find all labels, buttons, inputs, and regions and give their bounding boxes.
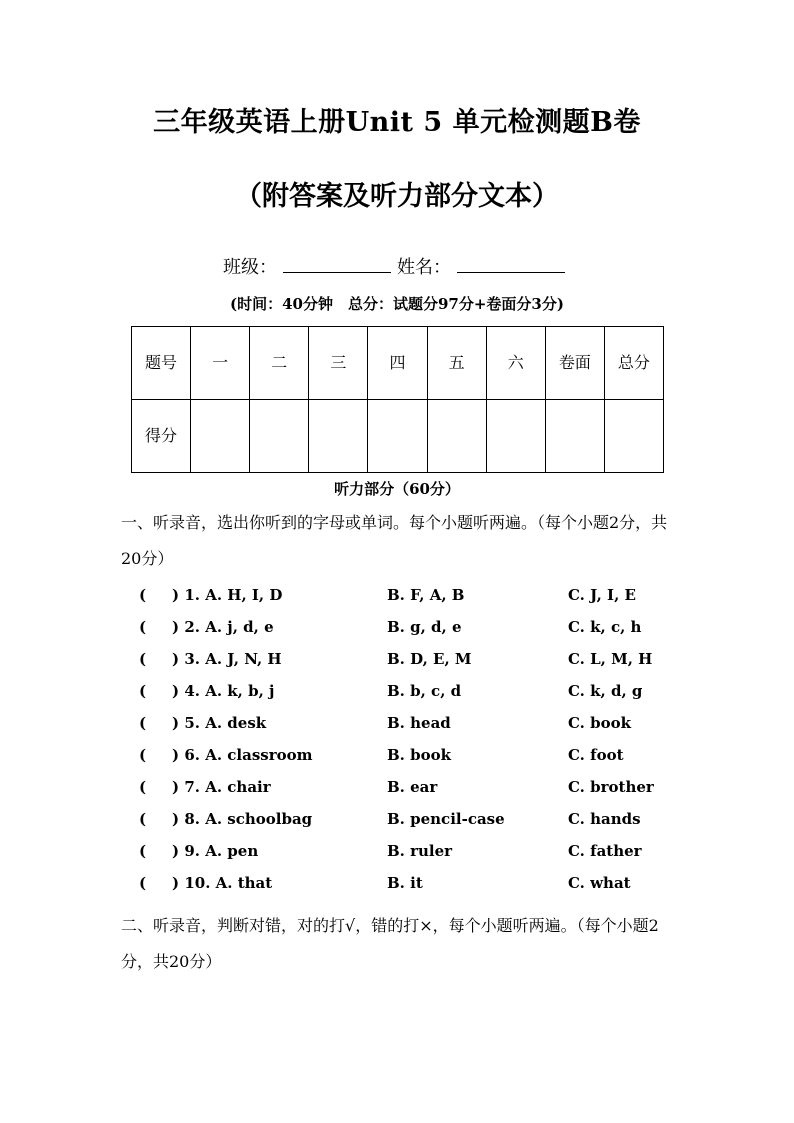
question-row — [0, 586, 794, 618]
score-header-cell: 四 — [368, 327, 427, 400]
option-c: C. what — [568, 874, 631, 892]
option-b: B. ear — [387, 778, 438, 796]
score-row-label: 得分 — [132, 400, 191, 473]
section1-instruction: 一、听录音，选出你听到的字母或单词。每个小题听两遍。（每个小题2分，共20分） — [121, 513, 668, 568]
score-cell[interactable] — [191, 400, 250, 473]
option-b: B. ruler — [387, 842, 453, 860]
student-info-row — [0, 253, 794, 279]
class-label: 班级： — [223, 257, 277, 278]
question-row — [0, 714, 794, 746]
score-cell[interactable] — [604, 400, 663, 473]
score-table-score-row — [132, 400, 664, 473]
answer-paren[interactable]: ( — [139, 714, 147, 732]
score-cell[interactable] — [486, 400, 545, 473]
name-label: 姓名： — [397, 257, 451, 278]
option-b: B. D, E, M — [387, 650, 472, 668]
score-cell[interactable] — [427, 400, 486, 473]
option-b: B. it — [387, 874, 423, 892]
score-header-cell: 总分 — [604, 327, 663, 400]
option-b: B. F, A, B — [387, 586, 465, 604]
option-a: ) 7. A. chair — [172, 778, 271, 796]
answer-paren[interactable]: ( — [139, 618, 147, 636]
score-header-cell: 一 — [191, 327, 250, 400]
option-c: C. k, c, h — [568, 618, 642, 636]
option-c: C. J, I, E — [568, 586, 636, 604]
question-row — [0, 810, 794, 842]
question-row — [0, 682, 794, 714]
option-b: B. pencil-case — [387, 810, 505, 828]
answer-paren[interactable]: ( — [139, 842, 147, 860]
question-row — [0, 778, 794, 810]
option-a: ) 2. A. j, d, e — [172, 618, 274, 636]
option-a: ) 6. A. classroom — [172, 746, 313, 764]
question-row — [0, 650, 794, 682]
score-header-cell: 五 — [427, 327, 486, 400]
score-cell[interactable] — [250, 400, 309, 473]
score-table — [131, 326, 664, 473]
question-row — [0, 874, 794, 906]
option-a: ) 8. A. schoolbag — [172, 810, 313, 828]
option-b: B. head — [387, 714, 451, 732]
score-header-cell: 六 — [486, 327, 545, 400]
option-c: C. book — [568, 714, 632, 732]
answer-paren[interactable]: ( — [139, 810, 147, 828]
score-header-cell: 三 — [309, 327, 368, 400]
time-info: (时间：40分钟 总分：试题分97分+卷面分3分) — [230, 295, 564, 313]
answer-paren[interactable]: ( — [139, 586, 147, 604]
option-a: ) 9. A. pen — [172, 842, 259, 860]
option-a: ) 5. A. desk — [172, 714, 267, 732]
class-blank[interactable] — [283, 254, 391, 273]
question-row — [0, 842, 794, 874]
score-table-header-row — [132, 327, 664, 400]
answer-paren[interactable]: ( — [139, 682, 147, 700]
listening-section-header: 听力部分（60分） — [334, 480, 460, 498]
answer-paren[interactable]: ( — [139, 778, 147, 796]
option-c: C. k, d, g — [568, 682, 643, 700]
option-c: C. father — [568, 842, 642, 860]
option-a: ) 10. A. that — [172, 874, 273, 892]
answer-paren[interactable]: ( — [139, 746, 147, 764]
option-c: C. L, M, H — [568, 650, 653, 668]
option-c: C. hands — [568, 810, 641, 828]
section2-instruction: 二、听录音，判断对错，对的打√，错的打×，每个小题听两遍。（每个小题2分，共20分） — [121, 916, 659, 971]
option-a: ) 1. A. H, I, D — [172, 586, 283, 604]
score-header-cell: 卷面 — [545, 327, 604, 400]
option-c: C. foot — [568, 746, 624, 764]
document-title: 三年级英语上册Unit 5 单元检测题B卷 — [153, 107, 641, 138]
score-cell[interactable] — [368, 400, 427, 473]
question-row — [0, 618, 794, 650]
name-blank[interactable] — [457, 254, 565, 273]
score-header-cell: 题号 — [132, 327, 191, 400]
option-b: B. g, d, e — [387, 618, 462, 636]
question-row — [0, 746, 794, 778]
score-cell[interactable] — [309, 400, 368, 473]
option-b: B. b, c, d — [387, 682, 462, 700]
answer-paren[interactable]: ( — [139, 874, 147, 892]
option-a: ) 3. A. J, N, H — [172, 650, 282, 668]
answer-paren[interactable]: ( — [139, 650, 147, 668]
score-cell[interactable] — [545, 400, 604, 473]
option-c: C. brother — [568, 778, 654, 796]
option-a: ) 4. A. k, b, j — [172, 682, 275, 700]
score-header-cell: 二 — [250, 327, 309, 400]
option-b: B. book — [387, 746, 452, 764]
document-subtitle: （附答案及听力部分文本） — [235, 181, 559, 212]
